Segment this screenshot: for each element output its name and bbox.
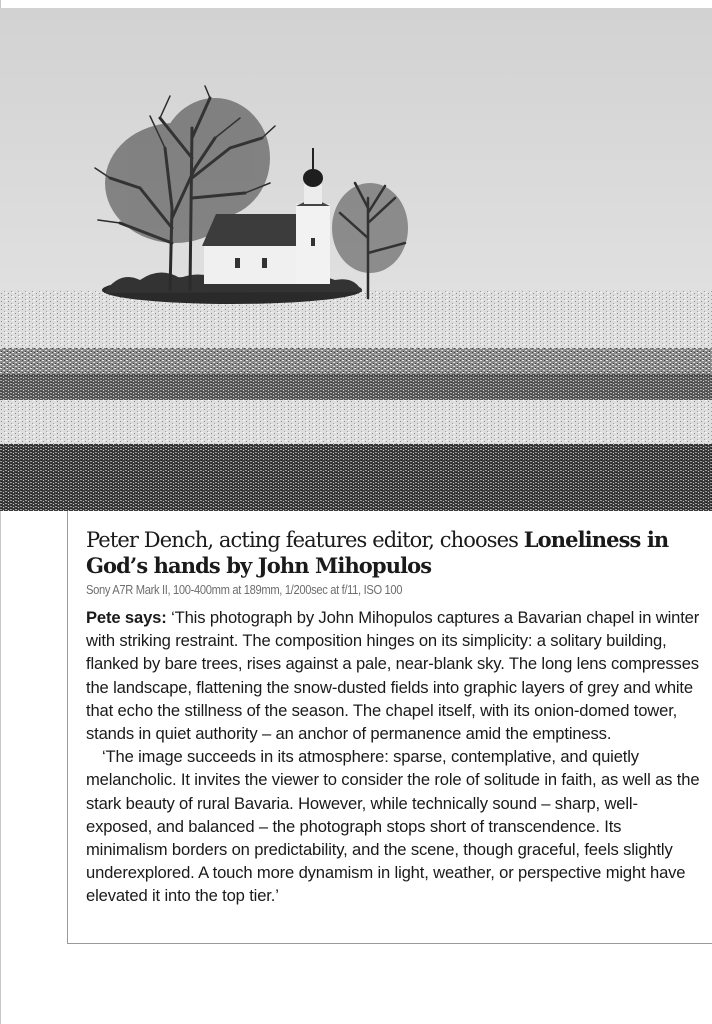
- paragraph-1-text: ‘This photograph by John Mihopulos captures a Bavarian chapel in winter with striking restraint. The composition hinges on its simplicity: a solitary building, flanked by bare trees, rises against a pale, near-blank sky. The long lens compresses the landscape, flattening the snow-dusted fields into graphic layers of grey and white that echo the stillness of the season. The chapel itself, with its onion-domed tower, stands in quiet authority – an anchor of permanence amid the emptiness.: [86, 608, 700, 744]
- critique-body: [86, 606, 702, 908]
- headline: [86, 527, 696, 578]
- camera-settings: Sony A7R Mark II, 100-400mm at 189mm, 1/200sec at f/11, ISO 100: [86, 582, 403, 597]
- says-label: Pete says:: [86, 608, 167, 627]
- critique-paragraph-1: [86, 606, 702, 745]
- photo-title: Loneliness in God’s hands by John Mihopulos: [86, 527, 669, 578]
- headline-lead: Peter Dench, acting features editor, chooses: [86, 528, 524, 552]
- chapel-photograph: [0, 8, 712, 511]
- critique-paragraph-2: ‘The image succeeds in its atmosphere: sparse, contemplative, and quietly melancholic. It invites the viewer to consider the role of solitude in faith, as well as the stark beauty of rural Bavaria. However, while technically sound – sharp, well-exposed, and balanced – the photograph stops short of transcendence. Its minimalism borders on predictability, and the scene, though graceful, feels slightly underexplored. A touch more dynamism in light, weather, or perspective might have elevated it into the top tier.’: [86, 747, 700, 906]
